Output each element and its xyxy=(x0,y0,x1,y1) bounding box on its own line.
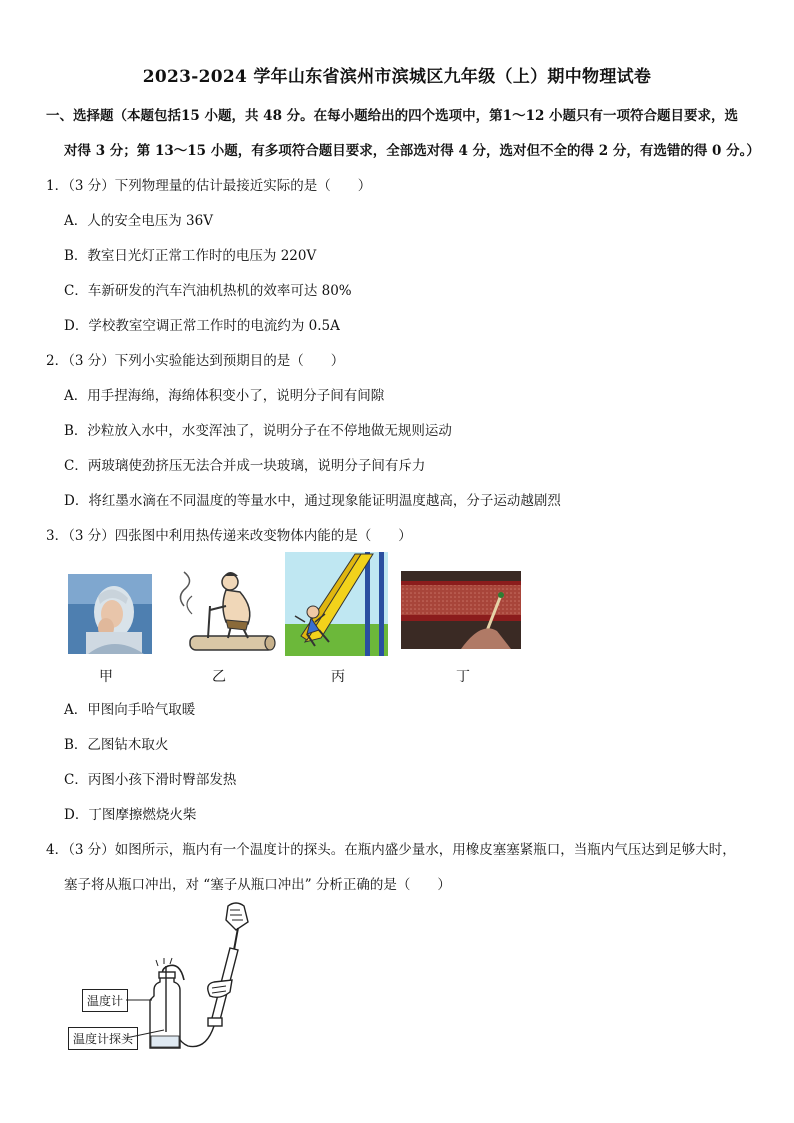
figure-ding-match xyxy=(401,571,521,649)
q2-stem: 2．（3 分）下列小实验能达到预期目的是（ ） xyxy=(46,353,345,369)
figure-jia-warming-hands xyxy=(68,574,152,654)
q4-stem-line1: 4．（3 分）如图所示，瓶内有一个温度计的探头。在瓶内盛少量水，用橡皮塞塞紧瓶口，当瓶内气压达到足够大时， xyxy=(46,842,736,858)
label-leader-lines xyxy=(120,990,180,1050)
q1-option-b: B．教室日光灯正常工作时的电压为 220V xyxy=(64,248,317,264)
label-thermometer-probe: 温度计探头 xyxy=(68,1027,138,1050)
figure-caption-yi: 乙 xyxy=(212,669,226,685)
q3-option-c: C．丙图小孩下滑时臀部发热 xyxy=(64,772,237,788)
figure-caption-bing: 丙 xyxy=(331,669,345,685)
q2-option-b: B．沙粒放入水中，水变浑浊了，说明分子在不停地做无规则运动 xyxy=(64,423,452,439)
q4-stem-line2: 塞子将从瓶口冲出，对 “塞子从瓶口冲出” 分析正确的是（ ） xyxy=(64,877,451,893)
q3-option-d: D．丁图摩擦燃烧火柴 xyxy=(64,807,197,823)
section-header-line1: 一、选择题（本题包括15 小题，共 48 分。在每小题给出的四个选项中，第1～12 小题只有一项符合题目要求，选 xyxy=(46,108,739,124)
figure-bing-slide xyxy=(285,552,388,656)
q3-option-b: B．乙图钻木取火 xyxy=(64,737,169,753)
figure-caption-jia: 甲 xyxy=(99,669,113,685)
figure-caption-ding: 丁 xyxy=(456,669,470,685)
q3-stem: 3．（3 分）四张图中利用热传递来改变物体内能的是（ ） xyxy=(46,528,412,544)
q1-option-c: C．车新研发的汽车汽油机热机的效率可达 80% xyxy=(64,283,352,299)
q3-option-a: A．甲图向手哈气取暖 xyxy=(64,702,196,718)
q2-option-d: D．将红墨水滴在不同温度的等量水中，通过现象能证明温度越高，分子运动越剧烈 xyxy=(64,493,561,509)
page-title: 2023-2024 学年山东省滨州市滨城区九年级（上）期中物理试卷 xyxy=(142,67,652,87)
q1-option-a: A．人的安全电压为 36V xyxy=(64,213,213,229)
label-thermometer: 温度计 xyxy=(82,989,128,1012)
figure-yi-drilling-wood xyxy=(170,566,280,658)
q1-stem: 1．（3 分）下列物理量的估计最接近实际的是（ ） xyxy=(46,178,372,194)
section-header-line2: 对得 3 分；第 13～15 小题，有多项符合题目要求，全部选对得 4 分，选对但不全的得 2 分，有选错的得 0 分。） xyxy=(64,143,760,159)
q2-option-a: A．用手捏海绵，海绵体积变小了，说明分子间有间隙 xyxy=(64,388,385,404)
q1-option-d: D．学校教室空调正常工作时的电流约为 0.5A xyxy=(64,318,340,334)
q2-option-c: C．两玻璃使劲挤压无法合并成一块玻璃，说明分子间有斥力 xyxy=(64,458,426,474)
